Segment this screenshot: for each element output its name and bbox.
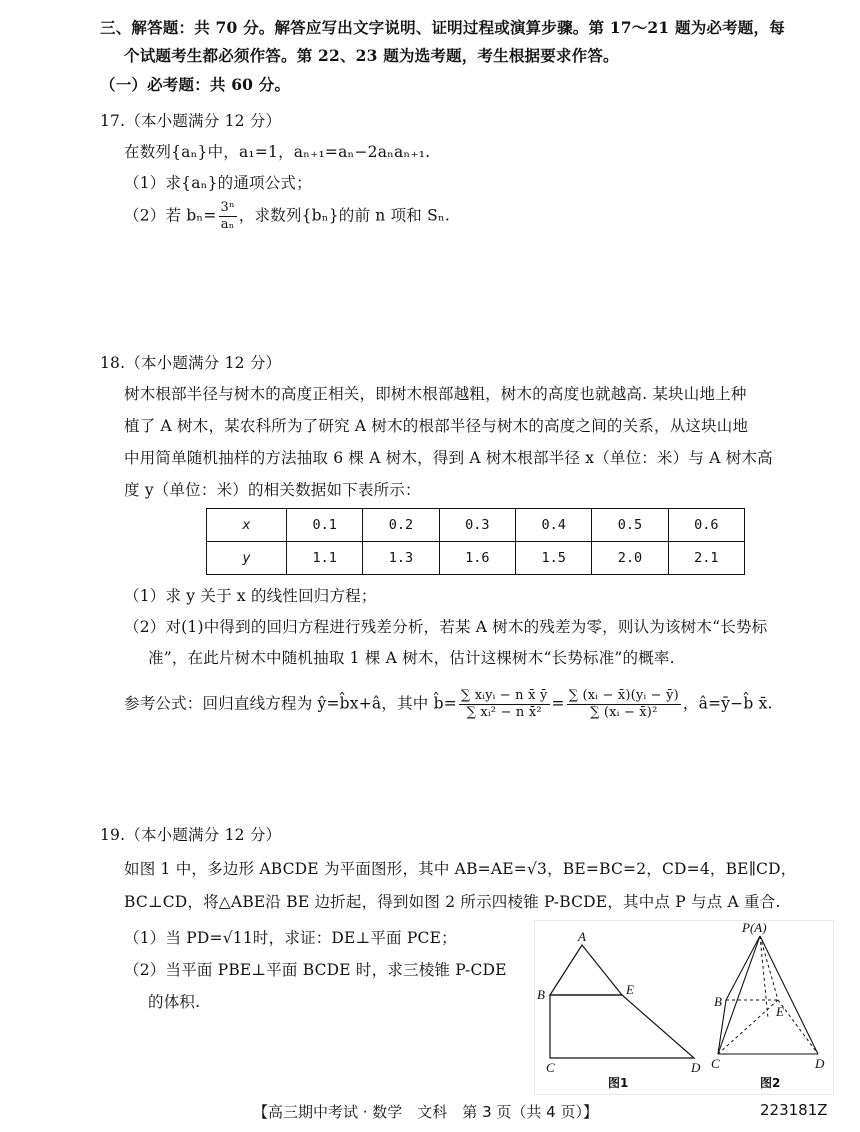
fig2-label-d: D bbox=[815, 1056, 825, 1071]
q19-part1: （1）当 PD=√11时，求证：DE⊥平面 PCE； bbox=[124, 929, 457, 947]
q18-paragraph-line2: 植了 A 树木，某农科所为了研究 A 树木的根部半径与树木的高度之间的关系，从这块山地 bbox=[124, 417, 749, 435]
q17-part1: （1）求{aₙ}的通项公式； bbox=[124, 174, 312, 192]
table-cell: 0.5 bbox=[592, 509, 668, 542]
q18-data-table bbox=[206, 508, 745, 575]
page-footer: 【高三期中考试 · 数学 文科 第 3 页（共 4 页）】 bbox=[253, 1103, 598, 1121]
table-row-y bbox=[207, 542, 745, 575]
formula-fraction-1-denominator: ∑ xᵢ² − n x̄² bbox=[466, 705, 542, 720]
formula-fraction-1-numerator: ∑ xᵢyᵢ − n x̄ ȳ bbox=[460, 688, 548, 703]
q17-part2-prefix: （2）若 bₙ= bbox=[124, 206, 217, 225]
q18-paragraph-line3: 中用简单随机抽样的方法抽取 6 棵 A 树木，得到 A 树木根部半径 x（单位：米）与 A 树木高 bbox=[124, 449, 773, 467]
q18-part1: （1）求 y 关于 x 的线性回归方程； bbox=[124, 587, 377, 605]
figure-1 bbox=[550, 945, 694, 1058]
fig2-label-e: E bbox=[776, 1004, 784, 1019]
section-heading-line1: 三、解答题：共 70 分。解答应写出文字说明、证明过程或演算步骤。第 17～21 题为必考题，每 bbox=[100, 18, 785, 37]
fig2-label-b: B bbox=[714, 994, 722, 1009]
table-cell: 1.5 bbox=[515, 542, 591, 575]
q19-paragraph-line1: 如图 1 中，多边形 ABCDE 为平面图形，其中 AB=AE=√3，BE=BC=2，CD=4，BE∥CD， bbox=[124, 860, 797, 878]
table-cell: 0.1 bbox=[287, 509, 363, 542]
fig2-edge-p-foot bbox=[760, 936, 768, 1018]
formula-fraction-2-denominator: ∑ (xᵢ − x̄)² bbox=[590, 705, 658, 720]
fig1-caption: 图1 bbox=[608, 1076, 629, 1090]
fig2-edge-ed bbox=[778, 1000, 818, 1054]
table-cell: 2.0 bbox=[592, 542, 668, 575]
formula-fraction-2-numerator: ∑ (xᵢ − x̄)(yᵢ − ȳ) bbox=[568, 688, 679, 703]
q19-part2-line2: 的体积. bbox=[148, 993, 201, 1011]
table-row-label: y bbox=[207, 542, 287, 575]
fig1-triangle-abe bbox=[550, 945, 622, 995]
q19-number: 19.（本小题满分 12 分） bbox=[100, 826, 282, 844]
q19-part2-line1: （2）当平面 PBE⊥平面 BCDE 时，求三棱锥 P-CDE bbox=[124, 961, 507, 979]
fig2-edge-ec bbox=[718, 1000, 778, 1054]
table-cell: 0.4 bbox=[515, 509, 591, 542]
section-subheading: （一）必考题：共 60 分。 bbox=[100, 75, 291, 94]
q18-part2-line1: （2）对(1)中得到的回归方程进行残差分析，若某 A 树木的残差为零，则认为该树木“长势标 bbox=[124, 618, 768, 636]
table-cell: 0.6 bbox=[668, 509, 744, 542]
formula-suffix: ，â=ȳ−b̂ x̄. bbox=[682, 694, 773, 713]
fig1-label-a: A bbox=[578, 929, 586, 944]
q18-reference-formula bbox=[124, 688, 773, 721]
fig1-label-e: E bbox=[626, 982, 634, 997]
fig2-label-p: P(A) bbox=[742, 920, 767, 935]
figure-frame bbox=[534, 920, 834, 1095]
table-cell: 1.6 bbox=[439, 542, 515, 575]
table-cell: 0.2 bbox=[363, 509, 439, 542]
table-row-label: x bbox=[207, 509, 287, 542]
fig2-label-c: C bbox=[711, 1056, 720, 1071]
q17-stem: 在数列{aₙ}中，a₁=1，aₙ₊₁=aₙ−2aₙaₙ₊₁. bbox=[124, 143, 431, 161]
table-row-x bbox=[207, 509, 745, 542]
q17-fraction-denominator: aₙ bbox=[220, 217, 235, 232]
q17-fraction-numerator: 3ⁿ bbox=[220, 200, 235, 215]
fig2-edge-pb bbox=[726, 936, 760, 1000]
fig2-edge-pc bbox=[718, 936, 760, 1054]
table-cell: 2.1 bbox=[668, 542, 744, 575]
table-cell: 1.1 bbox=[287, 542, 363, 575]
exam-code: 223181Z bbox=[760, 1101, 828, 1119]
fig1-label-b: B bbox=[537, 987, 545, 1002]
table-cell: 0.3 bbox=[439, 509, 515, 542]
q18-part2-line2: 准”，在此片树木中随机抽取 1 棵 A 树木，估计这棵树木“长势标准”的概率. bbox=[148, 649, 675, 667]
figure-2-hidden bbox=[718, 936, 818, 1054]
q17-part2 bbox=[124, 200, 450, 233]
formula-fraction-2 bbox=[567, 688, 681, 721]
fig1-label-d: D bbox=[691, 1060, 701, 1075]
fig1-label-c: C bbox=[546, 1060, 555, 1075]
q19-figures bbox=[534, 920, 834, 1095]
section-heading-line2: 个试题考生都必须作答。第 22、23 题为选考题，考生根据要求作答。 bbox=[124, 46, 619, 65]
q18-paragraph-line1: 树木根部半径与树木的高度正相关，即树木根部越粗，树木的高度也就越高. 某块山地上种 bbox=[124, 385, 747, 403]
q17-part2-suffix: ，求数列{bₙ}的前 n 项和 Sₙ. bbox=[238, 206, 450, 225]
q17-fraction bbox=[219, 200, 237, 233]
fig2-caption: 图2 bbox=[760, 1076, 781, 1090]
figure-2 bbox=[718, 936, 818, 1054]
formula-equals: = bbox=[551, 694, 565, 713]
q18-number: 18.（本小题满分 12 分） bbox=[100, 354, 282, 372]
formula-fraction-1 bbox=[459, 688, 550, 721]
q18-paragraph-line4: 度 y（单位：米）的相关数据如下表所示： bbox=[124, 481, 421, 499]
fig2-edge-pd bbox=[760, 936, 818, 1054]
q17-number: 17.（本小题满分 12 分） bbox=[100, 112, 282, 130]
table-cell: 1.3 bbox=[363, 542, 439, 575]
q19-paragraph-line2: BC⊥CD，将△ABE沿 BE 边折起，得到如图 2 所示四棱锥 P-BCDE，其中点 P 与点 A 重合. bbox=[124, 893, 781, 911]
formula-prefix: 参考公式：回归直线方程为 ŷ=b̂x+â，其中 b̂= bbox=[124, 694, 457, 713]
fig1-trapezoid-bcde bbox=[550, 995, 694, 1058]
